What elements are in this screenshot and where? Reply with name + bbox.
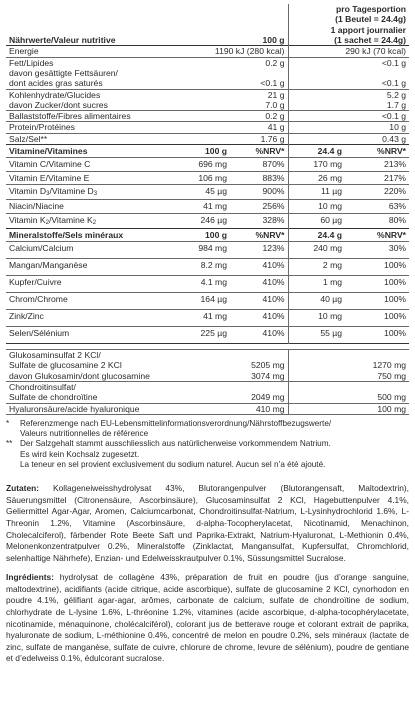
ingredients-de: Zutaten: Kollageneiweisshydrolysat 43%, Blutorangenpulver (Blutorangensaft, Maltodextrin), Säuerungsmittel (Citronensäure, Ascorbinsäure), Glucosaminsulfat 2 KCl, Hagebuttenpulver 4.1%, Geliermittel Agar-Agar, Aromen, Calciumcarbonat, Chondroitinsulfat-Natrium, L-Lysinhydrochlorid 1.6%, L-Threonin 1.2%, Vitamine (Ascorbinsäure, d-alpha-Tocopherylacetat, Nicotinamid, Menachinon, Cholecalciferol), färbender Rote Beete Saft und Paprika-Extrakt, Natrium-Hyaluronat, L-Methionin 0.4%, Melonenkonzentratpulver 0.2%, Mineralstoffe (Zinklactat, Mangansulfat, Kupfersulfat, Chromchlorid, selenhaltige Nährhefe), Enzian- und Edelweisskrautpulver 0.1%, Süssungsmittel Sucralose. [6,483,409,563]
vitamin-row: Vitamin C/Vitamine C 696 mg 870% 170 mg 213% [6,158,409,171]
vitamin-row: Vitamin E/Vitamine E 106 mg 883% 26 mg 217% [6,171,409,184]
substance-row-hyaluronic-acid: Hyaluronsäure/acide hyaluronique 410 mg 100 mg [6,403,409,414]
nutrient-row-energy: Energie 1190 kJ (280 kcal) 290 kJ (70 kcal) [6,46,409,57]
mineral-row: Zink/Zinc 41 mg 410% 10 mg 100% [6,310,409,327]
substance-row-glucosamine: Glukosaminsulfat 2 KCl/ Sulfate de glucosamine 2 KCl davon Glukosamin/dont glucosamine 5205 mg 3074 mg 1270 mg 750 mg [6,350,409,382]
vitamin-row: Vitamin $D_3$/Vitamine $D_3$ 45 µg 900% 11 µg 220% [6,185,409,200]
nutrition-header-label: Nährwerte/Valeur nutritive [9,34,116,45]
nutrient-row-salt: Salz/Sel** 1.76 g 0.43 g [6,133,409,144]
mineral-row: Selen/Sélénium 225 µg 410% 55 µg 100% [6,327,409,344]
nutrient-row-protein: Protein/Protéines 41 g 10 g [6,122,409,133]
vitamin-row: Vitamin $K_2$/Vitamine $K_2$ 246 µg 328% 60 µg 80% [6,213,409,228]
minerals-header-row: Mineralstoffe/Sels minéraux 100 g %NRV* 24.4 g %NRV* [6,228,409,241]
nutrient-row-fibre: Ballaststoffe/Fibres alimentaires 0.2 g <0.1 g [6,111,409,122]
nutrient-row-carbohydrates: Kohlenhydrate/Glucides davon Zucker/dont sucres 21 g 7.0 g 5.2 g 1.7 g [6,89,409,111]
nutrition-table [6,4,409,415]
mineral-row: Calcium/Calcium 984 mg 123% 240 mg 30% [6,242,409,259]
vitamins-header-row: Vitamine/Vitamines 100 g %NRV* 24.4 g %NRV* [6,145,409,158]
header-per-portion: pro Tagesportion (1 Beutel = 24.4g) 1 apport journalier (1 sachet = 24.4g) [288,4,409,46]
footnote-salt: ** Der Salzgehalt stammt ausschliesslich aus natürlicherweise vorkommendem Natrium. Es wird kein Kochsalz zugesetzt. La teneur en sel provient exclusivement du sodium naturel. Aucun sel n’a été ajouté. [6,439,331,469]
footnotes [6,419,409,470]
nutrient-row-fat: Fett/Lipides davon gesättigte Fettsäuren/ dont acides gras saturés 0.2 g <0.1 g <0.1 g <0.1 g [6,57,409,89]
nutrition-header-row [6,4,409,46]
vitamin-row: Niacin/Niacine 41 mg 256% 10 mg 63% [6,200,409,213]
mineral-row: Mangan/Manganèse 8.2 mg 410% 2 mg 100% [6,259,409,276]
ingredients-fr: Ingrédients: hydrolysat de collagène 43%, préparation de fruit en poudre (jus d’orange sanguine, maltodextrine), acidifiants (acide citrique, acide ascorbique), sulfate de glucosamine 2 KCl, cynorhodon en poudre 4.1%, gélifiant agar-agar, arômes, carbonate de calcium, sulfate de chondroïtine de sodium, chlorhydrate de L-lysine 1.6%, L-thréonine 1.2%, vitamines (acide ascorbique, d-alpha-tocophérylacetate, nicotinamide, ménaquinone, cholécalciférol), colorant jus de betterave rouge et colorant extrait de paprika, hyaluronate de sodium, L-méthionine 0.4%, concentré de melon en poudre 0.2%, sels minéraux (lactate de zinc, sulfate de manganèse, sulfate de cuivre, chlorure de chrome, levure de sélénium), poudre de gentiane et d’edelweiss 0.1%, édulcorant sucralose. [6,572,409,664]
mineral-row: Chrom/Chrome 164 µg 410% 40 µg 100% [6,293,409,310]
mineral-row: Kupfer/Cuivre 4.1 mg 410% 1 mg 100% [6,276,409,293]
header-per-100g: 100 g [262,34,285,45]
footnote-reference: * Referenzmenge nach EU-Lebensmittelinformationsverordnung/Nährstoffbezugswerte/ Valeurs nutritionnelles de référence [6,418,332,439]
substance-row-chondroitin: Chondroitinsulfat/ Sulfate de chondroïtine 2049 mg 500 mg [6,381,409,403]
